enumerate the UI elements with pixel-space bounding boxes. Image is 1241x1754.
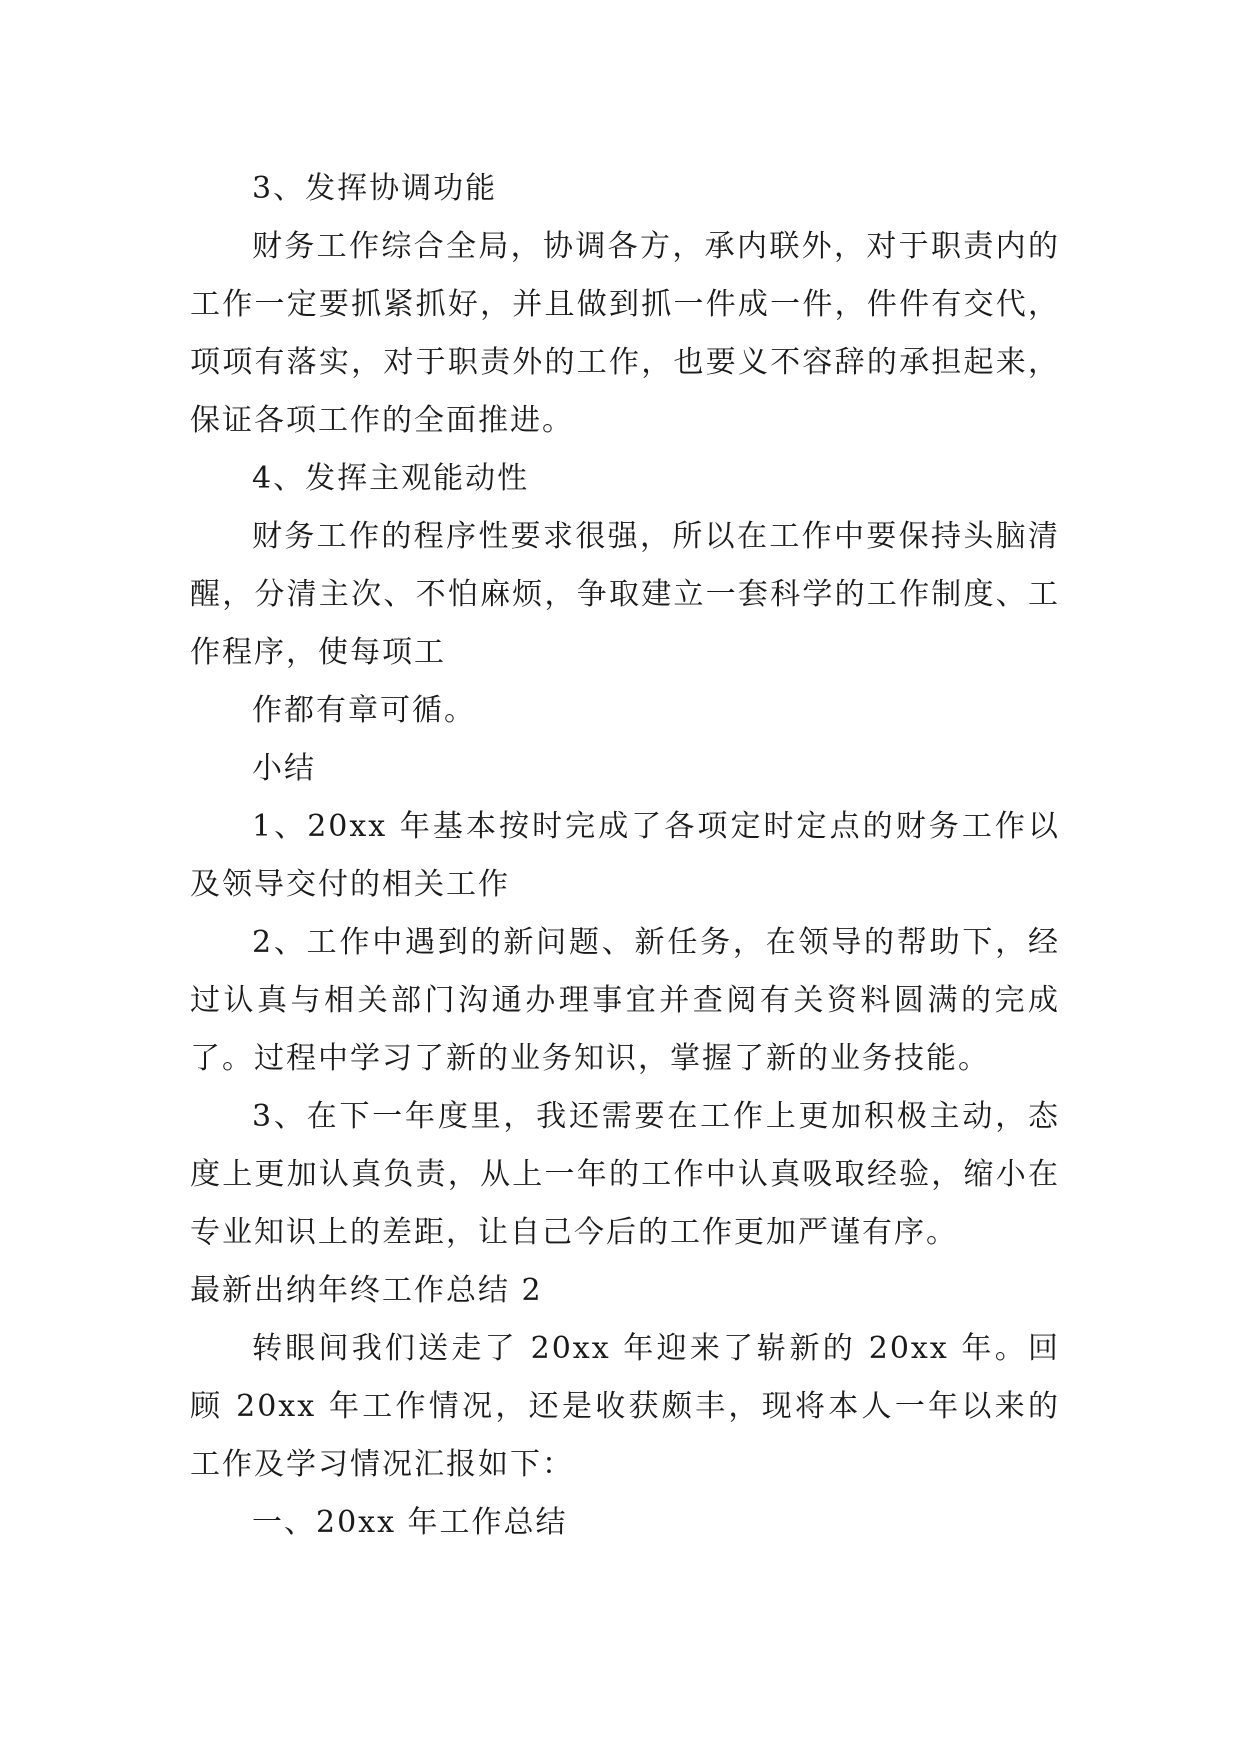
heading-work-summary: 一、20xx 年工作总结 bbox=[252, 1505, 568, 1540]
paragraph-intro: 转眼间我们送走了 20xx 年迎来了崭新的 20xx 年。回顾 20xx 年工作情况，还是收获颇丰，现将本人一年以来的工作及学习情况汇报如下： bbox=[190, 1331, 1060, 1482]
paragraph-initiative: 财务工作的程序性要求很强，所以在工作中要保持头脑清醒，分清主次、不怕麻烦，争取建立一套科学的工作制度、工作程序，使每项工 bbox=[190, 519, 1060, 670]
paragraph-initiative-continued: 作都有章可循。 bbox=[252, 693, 476, 728]
paragraph-coordination: 财务工作综合全局，协调各方，承内联外，对于职责内的工作一定要抓紧抓好，并且做到抓一件成一件，件件有交代，项项有落实，对于职责外的工作，也要义不容辞的承担起来，保证各项工作的全面推进。 bbox=[190, 229, 1060, 438]
document-body bbox=[190, 160, 1060, 1552]
section-title: 最新出纳年终工作总结 2 bbox=[190, 1273, 543, 1308]
summary-item-1: 1、20xx 年基本按时完成了各项定时定点的财务工作以及领导交付的相关工作 bbox=[190, 809, 1060, 902]
heading-summary: 小结 bbox=[252, 751, 316, 786]
heading-initiative: 4、发挥主观能动性 bbox=[252, 461, 530, 496]
summary-item-2: 2、工作中遇到的新问题、新任务，在领导的帮助下，经过认真与相关部门沟通办理事宜并查阅有关资料圆满的完成了。过程中学习了新的业务知识，掌握了新的业务技能。 bbox=[190, 925, 1060, 1076]
heading-coordination: 3、发挥协调功能 bbox=[252, 171, 498, 206]
summary-item-3: 3、在下一年度里，我还需要在工作上更加积极主动，态度上更加认真负责，从上一年的工作中认真吸取经验，缩小在专业知识上的差距，让自己今后的工作更加严谨有序。 bbox=[190, 1099, 1060, 1250]
